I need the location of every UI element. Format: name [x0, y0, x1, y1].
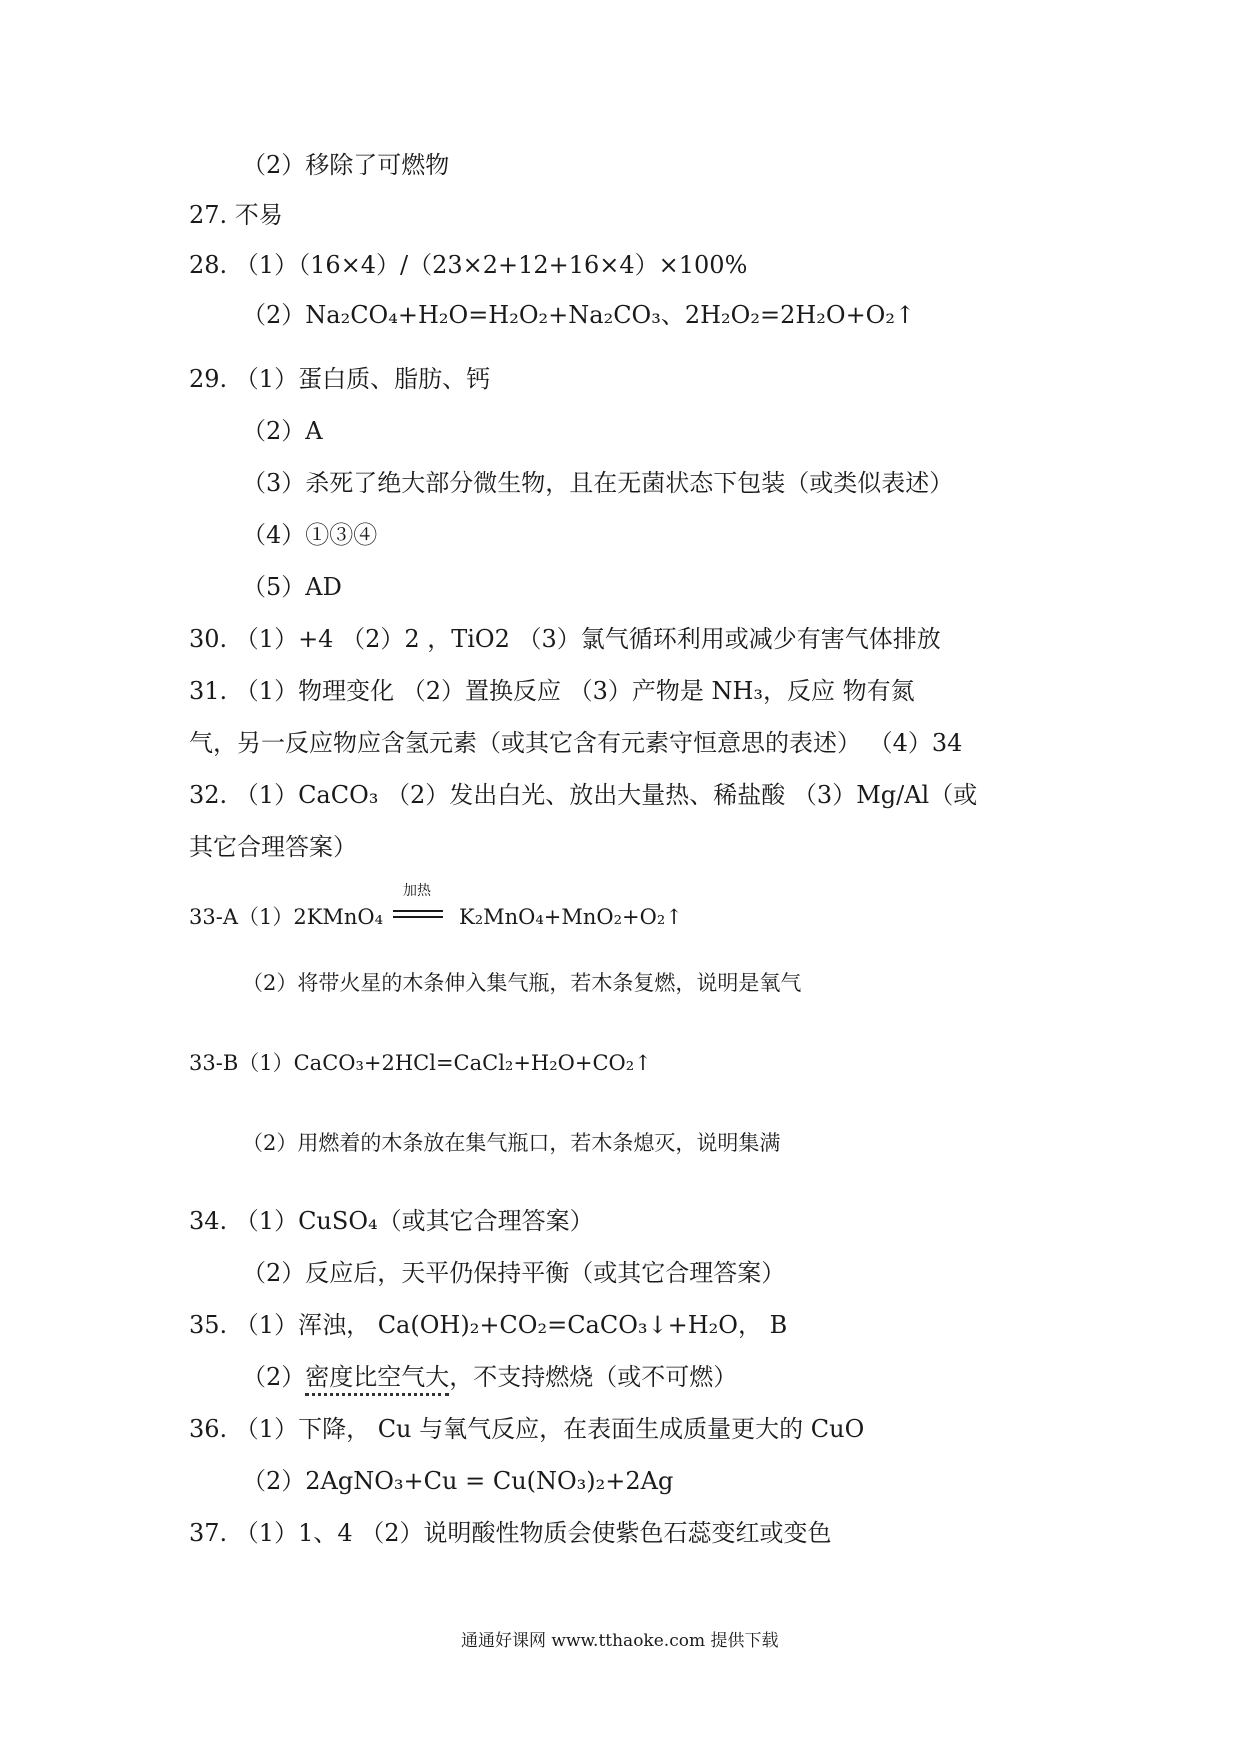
answer-prefix: （2）: [242, 1363, 306, 1391]
answer-line: （2）移除了可燃物: [242, 151, 450, 179]
answer-line: 34. （1）CuSO₄（或其它合理答案）: [189, 1207, 594, 1235]
answer-line: （3）杀死了绝大部分微生物，且在无菌状态下包装（或类似表述）: [242, 469, 954, 497]
answer-line: 31. （1）物理变化 （2）置换反应 （3）产物是 NH₃，反应 物有氮: [189, 677, 915, 705]
answer-line: 37. （1）1、4 （2）说明酸性物质会使紫色石蕊变红或变色: [189, 1519, 832, 1547]
answer-line: 33-B（1）CaCO₃+2HCl=CaCl₂+H₂O+CO₂↑: [189, 1051, 652, 1075]
answer-line: （2）A: [242, 417, 323, 445]
equation-bar-bottom: [393, 916, 443, 918]
equation-right: K₂MnO₄+MnO₂+O₂↑: [459, 905, 683, 929]
answer-line: 32. （1）CaCO₃ （2）发出白光、放出大量热、稀盐酸 （3）Mg/Al（或: [189, 781, 978, 809]
equation-left: 33-A（1）2KMnO₄: [189, 905, 384, 929]
answer-line: （5）AD: [242, 573, 342, 601]
answer-line: 36. （1）下降， Cu 与氧气反应，在表面生成质量更大的 CuO: [189, 1415, 865, 1443]
answer-line: （2）反应后，天平仍保持平衡（或其它合理答案）: [242, 1259, 786, 1287]
page-footer: 通通好课网 www.tthaoke.com 提供下载: [461, 1631, 779, 1651]
answer-line: 35. （1）浑浊， Ca(OH)₂+CO₂=CaCO₃↓+H₂O， B: [189, 1311, 788, 1339]
answer-line: （2）2AgNO₃+Cu = Cu(NO₃)₂+2Ag: [242, 1467, 674, 1495]
answer-line: 30. （1）+4 （2）2 ，TiO2 （3）氯气循环利用或减少有害气体排放: [189, 625, 941, 653]
equation-bar-top: [393, 910, 443, 912]
answer-line: 气，另一反应物应含氢元素（或其它含有元素守恒意思的表述） （4）34: [189, 729, 963, 757]
answer-line: 其它合理答案）: [189, 833, 357, 861]
answer-line: （2）用燃着的木条放在集气瓶口，若木条熄灭，说明集满: [242, 1131, 781, 1155]
answer-line: [242, 1362, 737, 1392]
reaction-condition: 加热: [403, 883, 431, 899]
answer-line: （4）①③④: [242, 521, 378, 549]
answer-line: 29. （1）蛋白质、脂肪、钙: [189, 365, 491, 393]
answer-line: （2）将带火星的木条伸入集气瓶，若木条复燃，说明是氧气: [242, 971, 802, 995]
answer-line: （2）Na₂CO₄+H₂O=H₂O₂+Na₂CO₃、2H₂O₂=2H₂O+O₂↑: [242, 301, 916, 329]
emphasized-text: 密度比空气大: [305, 1363, 449, 1396]
answer-rest: ，不支持燃烧（或不可燃）: [449, 1363, 738, 1391]
answer-line: 28. （1）（16×4）/（23×2+12+16×4）×100%: [189, 251, 748, 279]
answer-line: 27. 不易: [189, 201, 283, 229]
